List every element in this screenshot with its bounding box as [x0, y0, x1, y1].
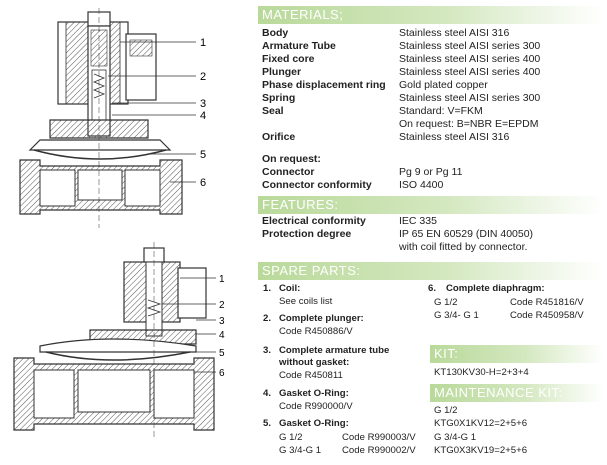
kit-heading: KIT:: [430, 345, 603, 363]
spare-item-3-title2: without gasket:: [279, 357, 350, 368]
spec-value: IP 65 EN 60529 (DIN 40050): [399, 228, 534, 240]
valve-drawing-bottom: [0, 240, 255, 462]
spare-item-6-size-2: G 3/4- G 1: [434, 310, 479, 321]
spare-item-6-title: Complete diaphragm:: [446, 283, 545, 294]
spare-item-5-code-1: Code R990003/V: [342, 432, 416, 443]
spec-label: Plunger: [262, 66, 302, 78]
spare-item-4-line: Code R990000/V: [279, 401, 353, 412]
spec-value: Stainless steel AISI series 300: [399, 40, 541, 52]
maint-line-1: G 1/2: [434, 405, 458, 416]
kit-code: KT130KV30-H=2+3+4: [434, 367, 529, 378]
features-heading: FEATURES:: [258, 196, 603, 214]
spec-label: Body: [262, 27, 289, 39]
on-request-title: On request:: [262, 153, 321, 165]
maint-line-4: KTG0X3KV19=2+5+6: [434, 445, 528, 456]
spec-label: Protection degree: [262, 228, 352, 240]
spec-value: Stainless steel AISI 316: [399, 131, 510, 143]
callout-b1: 1: [219, 274, 225, 285]
materials-heading: MATERIALS;: [258, 6, 603, 24]
spare-item-3-title: Complete armature tube: [279, 345, 390, 356]
callout-b3: 3: [219, 316, 225, 327]
spare-item-6-num: 6.: [428, 283, 437, 294]
maint-line-2: KTG0X1KV12=2+5+6: [434, 418, 528, 429]
spare-item-5-size-2: G 3/4-G 1: [279, 445, 322, 456]
maint-line-3: G 3/4-G 1: [434, 432, 477, 443]
spec-label: Connector: [262, 166, 315, 178]
spec-label: Orifice: [262, 131, 296, 143]
callout-2: 2: [200, 71, 207, 83]
spare-item-1-num: 1.: [263, 283, 272, 294]
spec-value: On request: B=NBR E=EPDM: [399, 118, 539, 130]
callout-3: 3: [200, 98, 207, 110]
spare-item-5-title: Gasket O-Ring:: [279, 418, 349, 429]
spare-item-2-num: 2.: [263, 313, 272, 324]
callout-4: 4: [200, 110, 207, 122]
spec-value: Gold plated copper: [399, 79, 488, 91]
spare-item-2-title: Complete plunger:: [279, 313, 364, 324]
spec-value: with coil fitted by connector.: [399, 241, 528, 253]
spec-label: Spring: [262, 92, 296, 104]
spec-label: Connector conformity: [262, 179, 372, 191]
spare-parts-heading: SPARE PARTS:: [258, 262, 603, 280]
spare-item-6-code-2: Code R450958/V: [510, 310, 584, 321]
valve-drawing-top: [0, 0, 255, 232]
spare-item-6-size-1: G 1/2: [434, 297, 458, 308]
callout-1: 1: [200, 37, 207, 49]
spec-label: Armature Tube: [262, 40, 336, 52]
spare-item-5-size-1: G 1/2: [279, 432, 303, 443]
spec-value: Stainless steel AISI 316: [399, 27, 510, 39]
spec-value: Stainless steel AISI series 400: [399, 53, 541, 65]
spec-label: Seal: [262, 105, 284, 117]
spare-item-4-num: 4.: [263, 388, 272, 399]
spec-value: IEC 335: [399, 215, 437, 227]
spec-value: Standard: V=FKM: [399, 105, 483, 117]
maintenance-kit-heading: MAINTENANCE KIT:: [430, 384, 603, 402]
callout-b5: 5: [219, 348, 225, 359]
spare-item-3-line: Code R450811: [279, 370, 343, 381]
spec-value: Pg 9 or Pg 11: [399, 166, 463, 178]
spec-label: Electrical conformity: [262, 215, 366, 227]
spare-item-3-num: 3.: [263, 345, 272, 356]
spare-item-6-code-1: Code R451816/V: [510, 297, 584, 308]
spare-item-1-title: Coil:: [279, 283, 301, 294]
spec-label: Phase displacement ring: [262, 79, 386, 91]
spec-label: Fixed core: [262, 53, 315, 65]
callout-b6: 6: [219, 368, 225, 379]
spare-item-1-line: See coils list: [279, 296, 333, 307]
spare-item-5-code-2: Code R990002/V: [342, 445, 416, 456]
callout-6: 6: [200, 177, 207, 189]
callout-b2: 2: [219, 300, 225, 311]
callout-5: 5: [200, 149, 207, 161]
spare-item-5-num: 5.: [263, 418, 272, 429]
spare-item-4-title: Gasket O-Ring:: [279, 388, 349, 399]
callout-b4: 4: [219, 330, 225, 341]
spec-value: ISO 4400: [399, 179, 444, 191]
spec-value: Stainless steel AISI series 300: [399, 92, 541, 104]
spec-value: Stainless steel AISI series 400: [399, 66, 541, 78]
spare-item-2-line: Code R450886/V: [279, 326, 353, 337]
